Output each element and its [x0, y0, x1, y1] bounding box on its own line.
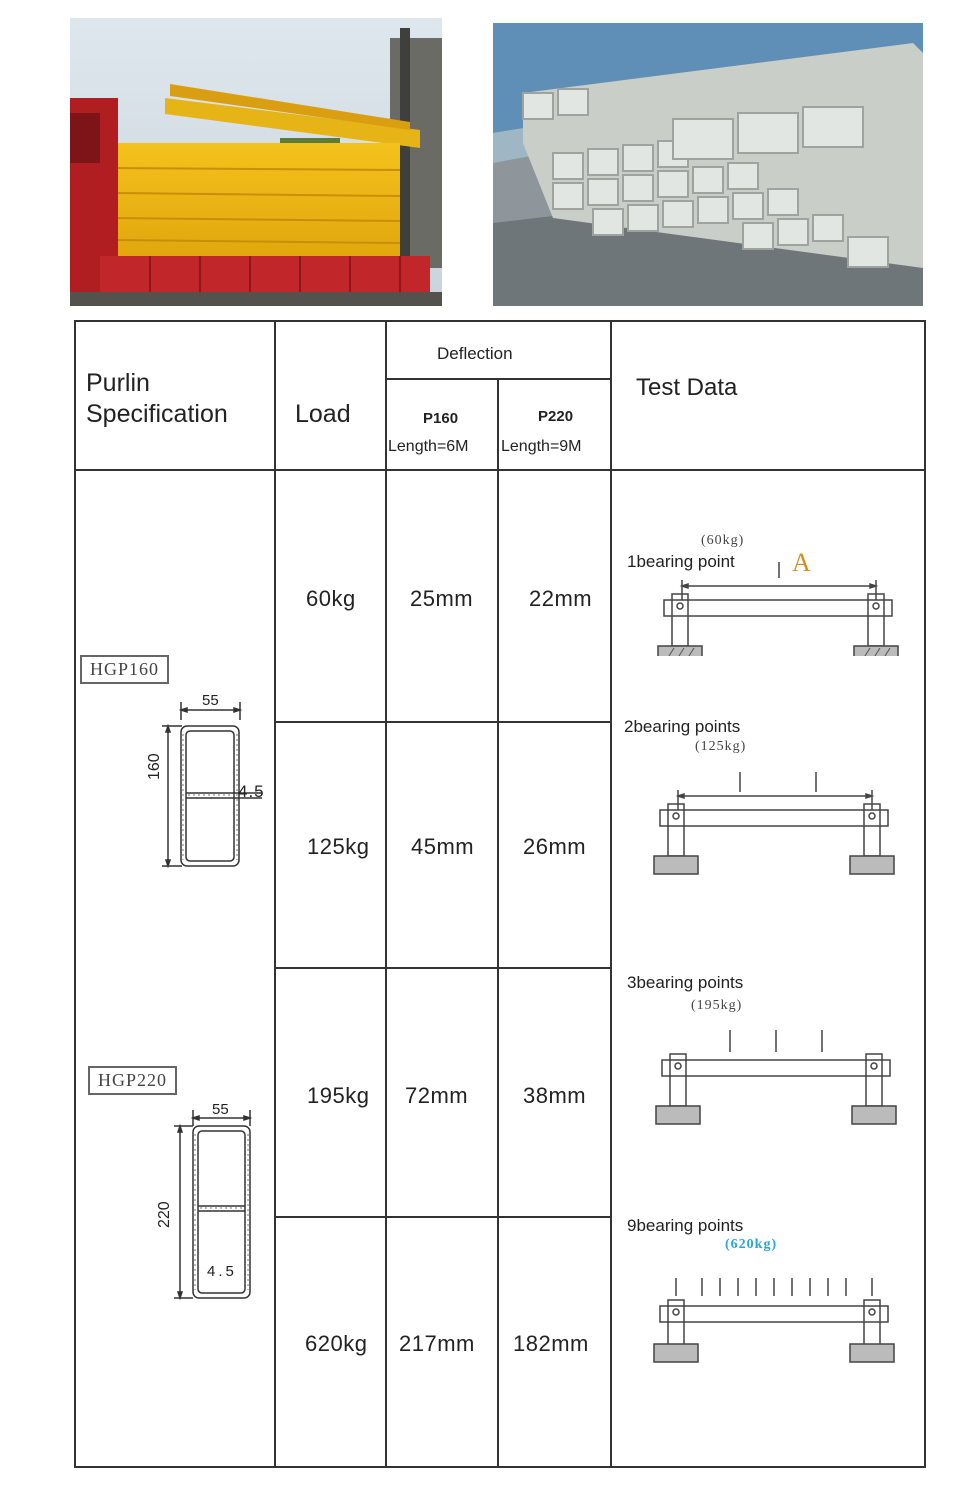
p160-125: 45mm	[411, 834, 475, 859]
hgp220-thickness: 4.5	[207, 1263, 237, 1280]
p220-header: P220	[538, 408, 574, 425]
truck-photo	[70, 18, 442, 306]
hgp160-width: 55	[202, 692, 219, 709]
test-data-header: Test Data	[636, 374, 738, 401]
load-195: 195kg	[307, 1083, 370, 1108]
p160-length: Length=6M	[388, 438, 469, 455]
purlin-spec-header: Purlin Specification	[86, 369, 228, 428]
test2-diagram	[650, 766, 910, 876]
p160-620: 217mm	[399, 1331, 475, 1356]
p220-length: Length=9M	[501, 438, 582, 455]
test4-label: 9bearing points	[627, 1216, 744, 1235]
p160-60: 25mm	[410, 586, 474, 611]
test3-diagram	[652, 1024, 912, 1134]
p220-125: 26mm	[523, 834, 587, 859]
hgp160-height: 160	[146, 753, 163, 780]
p160-header: P160	[423, 410, 459, 427]
profiles-photo	[493, 23, 923, 306]
p220-60: 22mm	[529, 586, 593, 611]
profile-label-hgp220: HGP220	[88, 1066, 177, 1095]
test3-label: 3bearing points	[627, 973, 744, 992]
hgp160-thickness: 4.5	[238, 782, 265, 801]
test1-marker: A	[792, 548, 811, 577]
test3-weight: (195kg)	[691, 998, 743, 1013]
p220-620: 182mm	[513, 1331, 589, 1356]
test2-label: 2bearing points	[624, 717, 741, 736]
p160-195: 72mm	[405, 1083, 469, 1108]
load-60: 60kg	[306, 586, 356, 611]
test1-weight: (60kg)	[701, 533, 745, 548]
load-125: 125kg	[307, 834, 370, 859]
hgp220-width: 55	[212, 1101, 229, 1118]
load-header: Load	[295, 400, 351, 428]
hgp220-section-drawing	[166, 1102, 366, 1302]
hgp160-section-drawing	[134, 690, 334, 880]
test2-weight: (125kg)	[695, 739, 747, 754]
test4-weight: (620kg)	[725, 1237, 778, 1252]
purlin-spec-table	[74, 320, 926, 1468]
test1-label: 1bearing point	[627, 552, 735, 571]
load-620: 620kg	[305, 1331, 368, 1356]
test4-diagram	[650, 1274, 910, 1384]
profile-label-hgp160: HGP160	[80, 655, 169, 684]
deflection-header: Deflection	[437, 344, 513, 363]
hgp220-height: 220	[156, 1201, 173, 1228]
test1-diagram	[654, 556, 914, 656]
p220-195: 38mm	[523, 1083, 587, 1108]
